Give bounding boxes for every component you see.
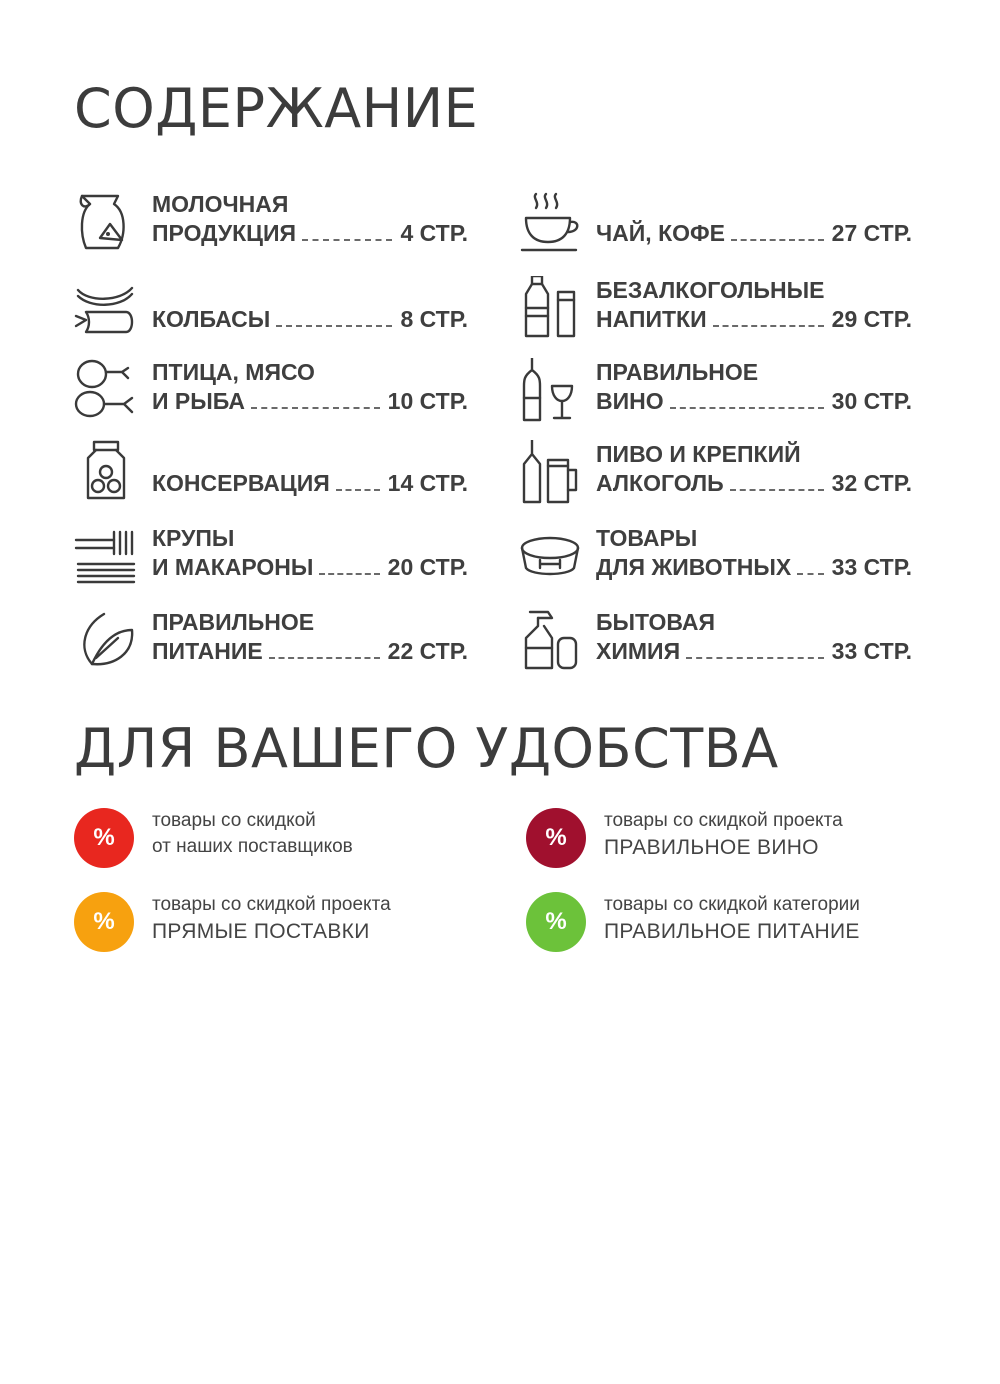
toc-item-grains[interactable]: КРУПЫ И МАКАРОНЫ 20 СТР. xyxy=(74,512,468,592)
soft-drinks-icon xyxy=(518,276,582,340)
discount-badge: % xyxy=(526,808,586,868)
leaf-icon xyxy=(74,608,138,672)
legend-item-supplier-discount: % товары со скидкой от наших поставщиков xyxy=(74,808,494,872)
toc-item-dairy[interactable]: МОЛОЧНАЯ ПРОДУКЦИЯ 4 СТР. xyxy=(74,178,468,258)
toc-item-household-chemicals[interactable]: БЫТОВАЯ ХИМИЯ 33 СТР. xyxy=(518,596,912,676)
toc-item-tea-coffee[interactable]: ЧАЙ, КОФЕ 27 СТР. xyxy=(518,178,912,258)
toc-item-meat[interactable]: ПТИЦА, МЯСО И РЫБА 10 СТР. xyxy=(74,346,468,426)
pet-bowl-icon xyxy=(518,524,582,588)
meat-icon xyxy=(74,358,138,422)
spray-bottle-icon xyxy=(518,608,582,672)
toc-item-pet-goods[interactable]: ТОВАРЫ ДЛЯ ЖИВОТНЫХ 33 СТР. xyxy=(518,512,912,592)
legend-title: ДЛЯ ВАШЕГО УДОБСТВА xyxy=(74,717,779,780)
beer-icon xyxy=(518,440,582,504)
toc-item-wine[interactable]: ПРАВИЛЬНОЕ ВИНО 30 СТР. xyxy=(518,346,912,426)
pasta-icon xyxy=(74,524,138,588)
jar-icon xyxy=(74,440,138,504)
toc-item-soft-drinks[interactable]: БЕЗАЛКОГОЛЬНЫЕ НАПИТКИ 29 СТР. xyxy=(518,264,912,344)
cup-icon xyxy=(518,190,582,254)
toc-item-sausages[interactable]: КОЛБАСЫ 8 СТР. xyxy=(74,264,468,344)
sausage-icon xyxy=(74,276,138,340)
legend-item-direct-supply-discount: % товары со скидкой проекта ПРЯМЫЕ ПОСТАВКИ xyxy=(74,892,494,956)
discount-badge: % xyxy=(74,808,134,868)
legend-item-healthy-food-discount: % товары со скидкой категории ПРАВИЛЬНОЕ ПИТАНИЕ xyxy=(526,892,946,956)
toc-item-healthy-food[interactable]: ПРАВИЛЬНОЕ ПИТАНИЕ 22 СТР. xyxy=(74,596,468,676)
wine-icon xyxy=(518,358,582,422)
discount-badge: % xyxy=(526,892,586,952)
legend-item-wine-discount: % товары со скидкой проекта ПРАВИЛЬНОЕ ВИНО xyxy=(526,808,946,872)
toc-item-canned[interactable]: КОНСЕРВАЦИЯ 14 СТР. xyxy=(74,428,468,508)
toc-title: СОДЕРЖАНИЕ xyxy=(74,77,479,140)
toc-item-beer-spirits[interactable]: ПИВО И КРЕПКИЙ АЛКОГОЛЬ 32 СТР. xyxy=(518,428,912,508)
discount-badge: % xyxy=(74,892,134,952)
milk-jug-icon xyxy=(74,190,138,254)
